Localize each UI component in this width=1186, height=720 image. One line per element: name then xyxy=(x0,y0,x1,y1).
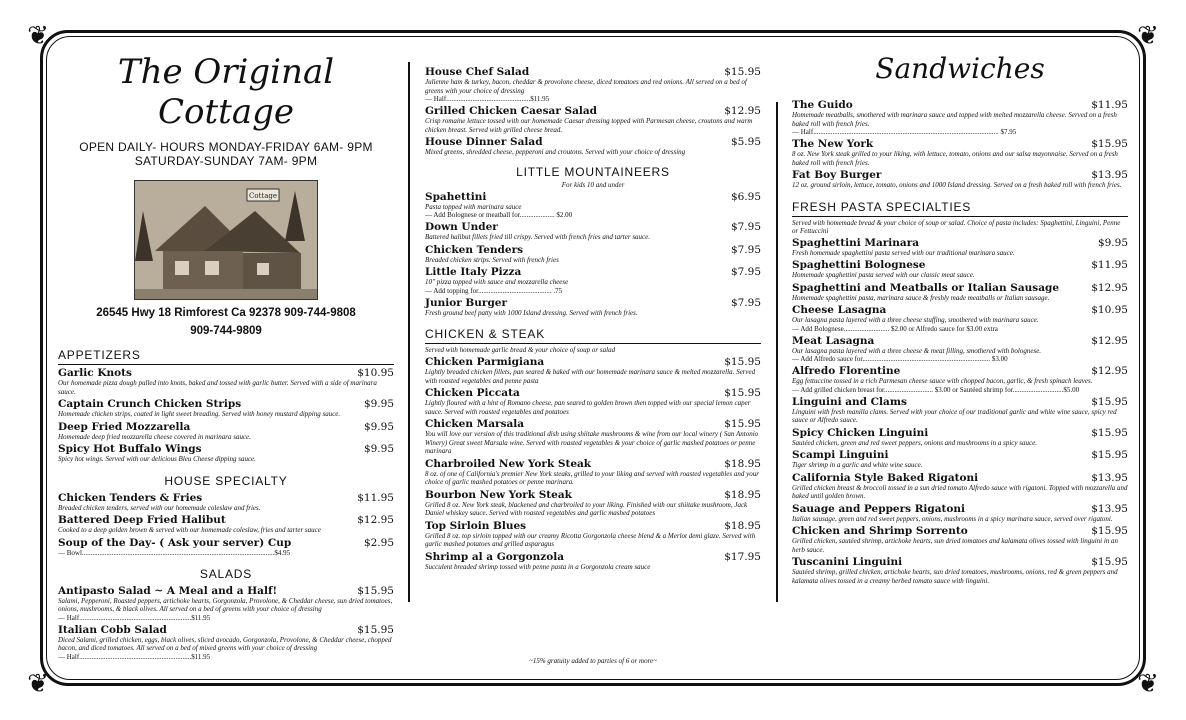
menu-item xyxy=(792,99,1128,136)
menu-item-row xyxy=(792,99,1128,111)
menu-item-description: Our homemade pizza dough pulled into knots, baked and tossed with garlic butter. Served with a side of marinara sauce. xyxy=(58,379,377,396)
menu-item-name: Alfredo Florentine xyxy=(792,365,901,377)
menu-item xyxy=(425,387,761,416)
menu-item-price: $15.95 xyxy=(724,387,761,399)
chicken-steak-list xyxy=(425,356,761,571)
menu-item-description: Egg fettuccine tossed in a rich Parmesan cheese sauce with chopped bacon, garlic, & fresh spinach leaves. xyxy=(792,377,1093,385)
hours-weekend: SATURDAY-SUNDAY 7AM- 9PM xyxy=(134,154,318,168)
section-title-sandwiches: Sandwiches xyxy=(875,52,1045,85)
menu-item-name: Cheese Lasagna xyxy=(792,304,887,316)
menu-item-row xyxy=(58,421,394,433)
menu-item-name: House Chef Salad xyxy=(425,66,530,78)
menu-item-name: Spicy Hot Buffalo Wings xyxy=(58,443,202,455)
menu-item-addon: — Half................................................$11.95 xyxy=(425,95,550,103)
menu-item-price: $12.95 xyxy=(1091,281,1128,294)
menu-item xyxy=(425,244,761,265)
menu-item-row xyxy=(425,266,761,278)
menu-item-name: Chicken Parmigiana xyxy=(425,356,545,368)
menu-item xyxy=(425,458,761,487)
photo-sign-text: Cottage xyxy=(249,192,277,200)
menu-item-row xyxy=(792,259,1128,271)
menu-item-price: $10.95 xyxy=(1091,304,1128,316)
fresh-pasta-list xyxy=(792,237,1128,586)
menu-item-row xyxy=(58,585,394,597)
menu-item-price: $10.95 xyxy=(357,367,394,379)
menu-item-description: Grilled chicken, sautéed shrimp, artichoke hearts, sun dried tomatoes and kalamata olives tossed with linguini in an herb sauce. xyxy=(792,537,1119,554)
menu-item-name: House Dinner Salad xyxy=(425,136,543,148)
menu-item-name: Scampi Linguini xyxy=(792,449,889,461)
menu-item-name: Tuscanini Linguini xyxy=(792,556,903,568)
menu-item-price: $11.95 xyxy=(1091,99,1128,111)
menu-column-left xyxy=(58,52,394,661)
address: 26545 Hwy 18 Rimforest Ca 92378 909-744-9808 xyxy=(96,307,356,319)
menu-item-description: Italian sausage, green and red sweet peppers, onions, mushrooms in a spicy marinara sauce, served over rigatoni. xyxy=(792,514,1113,523)
menu-item xyxy=(58,537,394,557)
menu-item-name: Bourbon New York Steak xyxy=(425,488,572,501)
menu-item-row xyxy=(58,514,394,526)
menu-item-price: $13.95 xyxy=(1091,169,1128,181)
fleuron-ornament-icon: ❦ xyxy=(1137,669,1159,699)
hours-weekday: OPEN DAILY- HOURS MONDAY-FRIDAY 6AM- 9PM xyxy=(79,140,373,154)
menu-item-price: $12.95 xyxy=(357,514,394,526)
section-title-chicken-steak: CHICKEN & STEAK xyxy=(425,327,761,344)
menu-item xyxy=(425,356,761,385)
menu-item-addon: — Add Bolognese or meatball for.................... $2.00 xyxy=(425,211,573,219)
menu-item xyxy=(425,105,761,134)
section-title-fresh-pasta: FRESH PASTA SPECIALTIES xyxy=(792,200,1128,217)
menu-item-row xyxy=(425,458,761,470)
menu-item-description: Linguini with fresh manilla clams. Served with your choice of our traditional garlic and white wine sauce, spicy red sauce or Alfredo sauce. xyxy=(792,407,1117,424)
menu-item-row xyxy=(792,304,1128,316)
section-title-house-specialty: HOUSE SPECIALTY xyxy=(164,473,288,488)
menu-item-price: $15.95 xyxy=(1091,525,1128,537)
little-mountaineers-list xyxy=(425,191,761,318)
menu-item-description: Crisp romaine lettuce tossed with our homemade Caesar dressing topped with Parmesan cheese, croutons and warm chicken breast. Served with grilled cheese bread. xyxy=(425,117,753,134)
menu-item-name: Spicy Chicken Linguini xyxy=(792,426,929,439)
menu-item-name: Spaghettini Marinara xyxy=(792,236,920,249)
menu-item xyxy=(425,136,761,157)
menu-item-row xyxy=(792,427,1128,439)
menu-item-row xyxy=(792,503,1128,515)
menu-item-row xyxy=(792,138,1128,150)
menu-item-name: Meat Lasagna xyxy=(792,334,875,347)
menu-item-description: Our lasagna pasta layered with a three cheese & meat filling, smothered with bolognese. xyxy=(792,346,1042,355)
menu-item-row xyxy=(425,221,761,233)
menu-item xyxy=(58,421,394,442)
phone-alt: 909-744-9809 xyxy=(190,325,262,337)
menu-item-name: Antipasto Salad ~ A Meal and a Half! xyxy=(58,584,278,597)
menu-item-name: Garlic Knots xyxy=(58,367,132,379)
menu-item-price: $17.95 xyxy=(724,550,761,563)
menu-item-description: Homemade spaghettini pasta served with our classic meat sauce. xyxy=(792,271,975,279)
menu-item-price: $7.95 xyxy=(730,243,761,256)
menu-column-middle xyxy=(425,64,761,571)
section-title-little-mountaineers: LITTLE MOUNTAINEERS xyxy=(516,164,670,179)
menu-item-price: $18.95 xyxy=(724,457,761,470)
menu-item-price: $15.95 xyxy=(357,584,394,597)
menu-item-price: $5.95 xyxy=(730,136,761,148)
menu-item xyxy=(792,525,1128,554)
menu-item-description: Diced Salami, grilled chicken, eggs, black olives, sliced avocado, Gorgonzola, Provolone, & Cheddar cheese, chopped bacon, and diced tomatoes. All served on a bed of mixed greens with your choice of dressing xyxy=(58,635,392,652)
menu-item-price: $9.95 xyxy=(1097,236,1128,249)
menu-item-name: Chicken Tenders & Fries xyxy=(58,491,203,504)
menu-item xyxy=(792,282,1128,303)
little-mountaineers-subtitle: For kids 10 and under xyxy=(561,180,625,189)
menu-item-row xyxy=(425,105,761,117)
menu-item-name: Soup of the Day- ( Ask your server) Cup xyxy=(58,536,292,549)
menu-item-description: You will love our version of this traditional dish using shiitake mushrooms & wine from our local winery ( San Antonio Winery) Great sweet Marsala wine. Served with roasted vegetables & your choice of garlic mashed potatoes or penne marinara xyxy=(425,430,759,455)
menu-item xyxy=(792,259,1128,280)
menu-item-row xyxy=(425,244,761,256)
menu-item xyxy=(425,489,761,518)
menu-item-name: Spaghettini Bolognese xyxy=(792,259,926,271)
menu-item-price: $12.95 xyxy=(1091,365,1128,377)
menu-item xyxy=(425,551,761,572)
menu-item-name: Fat Boy Burger xyxy=(792,169,882,181)
menu-item xyxy=(425,520,761,549)
menu-item-description: 12 oz. ground sirloin, lettuce, tomato, onions and 1000 Island dressing. Served on a fresh baked roll with french fries. xyxy=(792,181,1122,189)
menu-item-name: California Style Baked Rigatoni xyxy=(792,471,979,484)
menu-item-addon: — Bowl..............................................................................................................$4.95 xyxy=(58,548,291,557)
menu-item xyxy=(425,66,761,103)
menu-item-price: $6.95 xyxy=(730,190,761,203)
menu-item-name: Sauage and Peppers Rigatoni xyxy=(792,502,966,515)
menu-item-name: Spahettini xyxy=(425,190,487,203)
menu-item-row xyxy=(58,492,394,504)
menu-item-addon: — Half................................................................$11.95 xyxy=(58,652,211,661)
menu-item-description: Our lasagna pasta layered with a three cheese stuffing, smothered with marinara sauce. xyxy=(792,316,1039,324)
menu-item xyxy=(792,503,1128,524)
menu-item-price: $15.95 xyxy=(1091,395,1128,408)
menu-item-price: $15.95 xyxy=(357,623,394,636)
menu-item-name: Captain Crunch Chicken Strips xyxy=(58,398,242,410)
menu-item-description: Homemade meatballs, smothered with marinara sauce and topped with melted mozzarella cheese. Served on a fresh baked roll with french fries. xyxy=(792,111,1117,128)
chicken-steak-note: Served with homemade garlic bread & your choice of soup or salad xyxy=(425,346,616,354)
menu-item-name: Chicken and Shrimp Sorrento xyxy=(792,525,968,537)
menu-item-row xyxy=(58,624,394,636)
menu-item xyxy=(58,514,394,535)
menu-item-price: $18.95 xyxy=(724,488,761,501)
menu-item-description: 10" pizza topped with sauce and mozzarella cheese xyxy=(425,278,569,286)
menu-item-name: Down Under xyxy=(425,221,498,233)
menu-item-addon: — Half.......................................................................................................... $7.95 xyxy=(792,128,1017,136)
menu-item xyxy=(58,585,394,622)
menu-item-description: Sautéed shrimp, grilled chicken, artichoke hearts, sun dried tomatoes, mushrooms, onions, red & green peppers and kalamata olives tossed in a creamy herbed tomato sauce with linguini. xyxy=(792,568,1118,585)
menu-item-row xyxy=(792,335,1128,347)
menu-item-description: Succulent breaded shrimp tossed with penne pasta in a Gorgonzola cream sauce xyxy=(425,562,651,571)
menu-item xyxy=(792,304,1128,333)
menu-item-description: Julienne ham & turkey, bacon, cheddar & provolone cheese, diced tomatoes and red onions. All served on a bed of greens with your choice of dressing xyxy=(425,78,747,95)
menu-item-name: The New York xyxy=(792,138,874,150)
menu-item xyxy=(425,221,761,242)
menu-item-description: Lightly breaded chicken fillets, pan seared & baked with our homemade marinara sauce & melted mozzarella. Served with roasted vegetables and penne pasta xyxy=(425,368,756,385)
menu-item xyxy=(792,427,1128,448)
menu-item-description: Grilled 8 oz. New York steak, blackened and charbroiled to your liking. Finished with our shiitake mushroom, Jack Daniel whiskey sauce. Served with roasted vegetables and garlic mashed potatoes xyxy=(425,500,748,517)
menu-item-addon: — Add Bolognese.......................... $2.00 or Alfredo sauce for $3.00 extra xyxy=(792,324,998,333)
menu-item xyxy=(58,492,394,513)
menu-item-row xyxy=(58,537,394,549)
menu-item-price: $15.95 xyxy=(1091,138,1128,150)
menu-item-name: Spaghettini and Meatballs or Italian Sausage xyxy=(792,281,1060,294)
cottage-sketch-icon xyxy=(135,181,317,299)
menu-item-name: Shrimp al a Gorgonzola xyxy=(425,550,564,563)
menu-item-price: $15.95 xyxy=(1091,556,1128,568)
menu-item-price: $7.95 xyxy=(730,221,761,233)
menu-item-name: Battered Deep Fried Halibut xyxy=(58,514,226,526)
menu-item xyxy=(792,335,1128,364)
menu-item xyxy=(425,418,761,456)
menu-item-name: Top Sirloin Blues xyxy=(425,519,527,532)
cottage-photo xyxy=(134,180,318,300)
menu-item-price: $15.95 xyxy=(724,66,761,78)
menu-item-addon: — Add Alfredo sauce for......................................................................... $3.00 xyxy=(792,355,1008,363)
menu-item xyxy=(58,443,394,464)
menu-item xyxy=(425,191,761,220)
menu-item-name: Chicken Marsala xyxy=(425,418,525,430)
menu-item-addon: — Add topping for.......................................... .75 xyxy=(425,286,563,295)
menu-item-row xyxy=(792,396,1128,408)
menu-item-row xyxy=(425,191,761,203)
menu-item-row xyxy=(792,365,1128,377)
menu-item-description: Sautéed chicken, green and red sweet peppers, onions and mushrooms in a spicy sauce. xyxy=(792,438,1037,447)
menu-column-right xyxy=(792,52,1128,585)
menu-item-row xyxy=(425,551,761,563)
menu-item-row xyxy=(425,66,761,78)
menu-item-row xyxy=(425,136,761,148)
menu-item xyxy=(792,169,1128,190)
menu-item-row xyxy=(792,169,1128,181)
menu-item-price: $15.95 xyxy=(1091,426,1128,439)
menu-item-name: The Guido xyxy=(792,99,853,111)
menu-item xyxy=(58,624,394,661)
menu-item-price: $9.95 xyxy=(363,420,394,433)
menu-item-row xyxy=(425,418,761,430)
salads-continued-list xyxy=(425,66,761,157)
gratuity-note: ~15% gratuity added to parties of 6 or more~ xyxy=(529,657,657,665)
menu-item xyxy=(792,556,1128,585)
fresh-pasta-note: Served with homemade bread & your choice of soup or salad. Choice of pasta includes: Spaghettini, Linguini, Penne or Fettuccini xyxy=(792,218,1121,235)
menu-item-name: Charbroiled New York Steak xyxy=(425,457,592,470)
menu-item-description: Cooked to a deep golden brown & served with our homemade coleslaw, fries and tarter sauce xyxy=(58,526,321,534)
menu-item-row xyxy=(792,525,1128,537)
menu-item xyxy=(792,237,1128,258)
menu-item-price: $9.95 xyxy=(363,443,394,455)
salads-list xyxy=(58,585,394,661)
menu-item-row xyxy=(425,520,761,532)
menu-item-description: Homemade spaghettini pasta, marinara sauce & freshly made meatballs or Italian sausage. xyxy=(792,293,1050,302)
menu-item-price: $13.95 xyxy=(1091,502,1128,515)
menu-item-price: $15.95 xyxy=(724,356,761,368)
menu-item-name: Grilled Chicken Caesar Salad xyxy=(425,105,598,117)
menu-item-price: $12.95 xyxy=(724,105,761,117)
menu-item-description: Spicy hot wings. Served with our delicious Bleu Cheese dipping sauce. xyxy=(58,455,256,463)
menu-item-description: Breaded chicken tenders, served with our homemade coleslaw and fries. xyxy=(58,503,261,512)
menu-item-row xyxy=(792,472,1128,484)
menu-item-price: $13.95 xyxy=(1091,471,1128,484)
menu-item-description: 8 oz. New York steak grilled to your liking, with lettuce, tomato, onions and our salsa mayonnaise. Served on a fresh baked roll with french fries. xyxy=(792,150,1118,167)
menu-item-description: Grilled chicken breast & broccoli tossed in a sun dried tomato Alfredo sauce with rigatoni. Topped with mozzarella and baked until golden brown. xyxy=(792,483,1128,500)
menu-item-row xyxy=(58,398,394,410)
menu-item-row xyxy=(792,237,1128,249)
menu-item-row xyxy=(425,387,761,399)
fleuron-ornament-icon: ❦ xyxy=(27,21,49,51)
menu-item-description: Fresh homemade spaghettini pasta served with our traditional marinara sauce. xyxy=(792,248,1015,257)
menu-item-name: Chicken Tenders xyxy=(425,243,524,256)
menu-item xyxy=(792,396,1128,425)
menu-item-row xyxy=(792,449,1128,461)
menu-item xyxy=(792,472,1128,501)
menu-item-price: $2.95 xyxy=(363,536,394,549)
menu-item-row xyxy=(425,356,761,368)
house-specialty-list xyxy=(58,492,394,557)
menu-item-price: $11.95 xyxy=(1091,259,1128,271)
menu-item xyxy=(425,297,761,318)
menu-item-price: $9.95 xyxy=(363,398,394,410)
fleuron-ornament-icon: ❦ xyxy=(1137,21,1159,51)
menu-item-description: Pasta topped with marinara sauce xyxy=(425,202,522,211)
menu-item-row xyxy=(792,282,1128,294)
menu-item xyxy=(792,138,1128,167)
menu-item-row xyxy=(58,443,394,455)
menu-item-description: Lightly floured with a hint of Romano cheese, pan seared to golden brown then topped with our special lemon caper sauce. Served with roasted vegetables and potatoes xyxy=(425,399,751,416)
appetizers-list xyxy=(58,367,394,464)
menu-item xyxy=(792,449,1128,470)
menu-item-description: Homemade chicken strips, coated in light sweet breading. Served with honey mustard dipping sauce. xyxy=(58,410,341,418)
sandwiches-list xyxy=(792,99,1128,190)
menu-item-price: $7.95 xyxy=(730,296,761,309)
menu-item-description: Salami, Pepperoni, Roasted peppers, artichoke hearts, Gorgonzola, Provolone, & Cheddar cheese, sun dried tomatoes, onions, mushrooms, & black olives. All served on a bed of greens with your choice of dressing xyxy=(58,596,393,613)
column-divider xyxy=(776,102,778,602)
menu-item-price: $7.95 xyxy=(730,266,761,278)
menu-item-name: Linguini and Clams xyxy=(792,395,907,408)
menu-item-row xyxy=(425,297,761,309)
menu-item-description: Battered halibut fillets fried till crispy. Served with french fries and tarter sauce. xyxy=(425,233,651,241)
section-title-appetizers: APPETIZERS xyxy=(58,348,394,365)
section-title-salads: SALADS xyxy=(199,566,253,581)
menu-item-description: Homemade deep fried mozzarella cheese covered in marinara sauce. xyxy=(58,432,251,441)
menu-item-price: $12.95 xyxy=(1091,334,1128,347)
menu-item-description: 8 oz. of one of California's premier New York steaks, grilled to your liking and served with roasted vegetables and your choice of garlic mashed potatoes or penne marinara. xyxy=(425,469,759,486)
menu-item-price: $15.95 xyxy=(724,418,761,430)
menu-item-description: Mixed greens, shredded cheese, pepperoni and croutons. Served with your choice of dressing xyxy=(425,148,686,156)
column-divider xyxy=(408,62,410,602)
fleuron-ornament-icon: ❦ xyxy=(27,669,49,699)
menu-item-addon: — Half................................................................$11.95 xyxy=(58,613,211,622)
menu-item-price: $18.95 xyxy=(724,519,761,532)
menu-item-description: Fresh ground beef patty with 1000 Island dressing. Served with french fries. xyxy=(425,308,638,317)
menu-item-name: Little Italy Pizza xyxy=(425,266,522,278)
menu-item-addon: — Add grilled chicken breast for............................ $3.00 or Sautéed shrimp for.............................$5.00 xyxy=(792,385,1080,394)
menu-item-row xyxy=(792,556,1128,568)
menu-item-description: Grilled 8 oz. top sirloin topped with our creamy Ricotta Gorgonzola cheese blend & a Merlot demi glaze. Served with garlic mashed potatoes and grilled asparagus xyxy=(425,531,756,548)
menu-item-row xyxy=(58,367,394,379)
menu-item-name: Chicken Piccata xyxy=(425,387,520,399)
menu-item-price: $15.95 xyxy=(1091,449,1128,461)
menu-item-description: Breaded chicken strips. Served with french fries xyxy=(425,255,559,264)
menu-item-name: Italian Cobb Salad xyxy=(58,623,167,636)
menu-item-row xyxy=(425,489,761,501)
menu-item xyxy=(792,365,1128,394)
menu-item xyxy=(425,266,761,295)
menu-item-name: Junior Burger xyxy=(425,296,508,309)
menu-item-description: Tiger shrimp in a garlic and white wine sauce. xyxy=(792,461,923,469)
menu-item xyxy=(58,367,394,396)
restaurant-name: The Original Cottage xyxy=(117,52,335,132)
menu-item-price: $11.95 xyxy=(357,491,394,504)
menu-item-name: Deep Fried Mozzarella xyxy=(58,420,191,433)
menu-item xyxy=(58,398,394,419)
